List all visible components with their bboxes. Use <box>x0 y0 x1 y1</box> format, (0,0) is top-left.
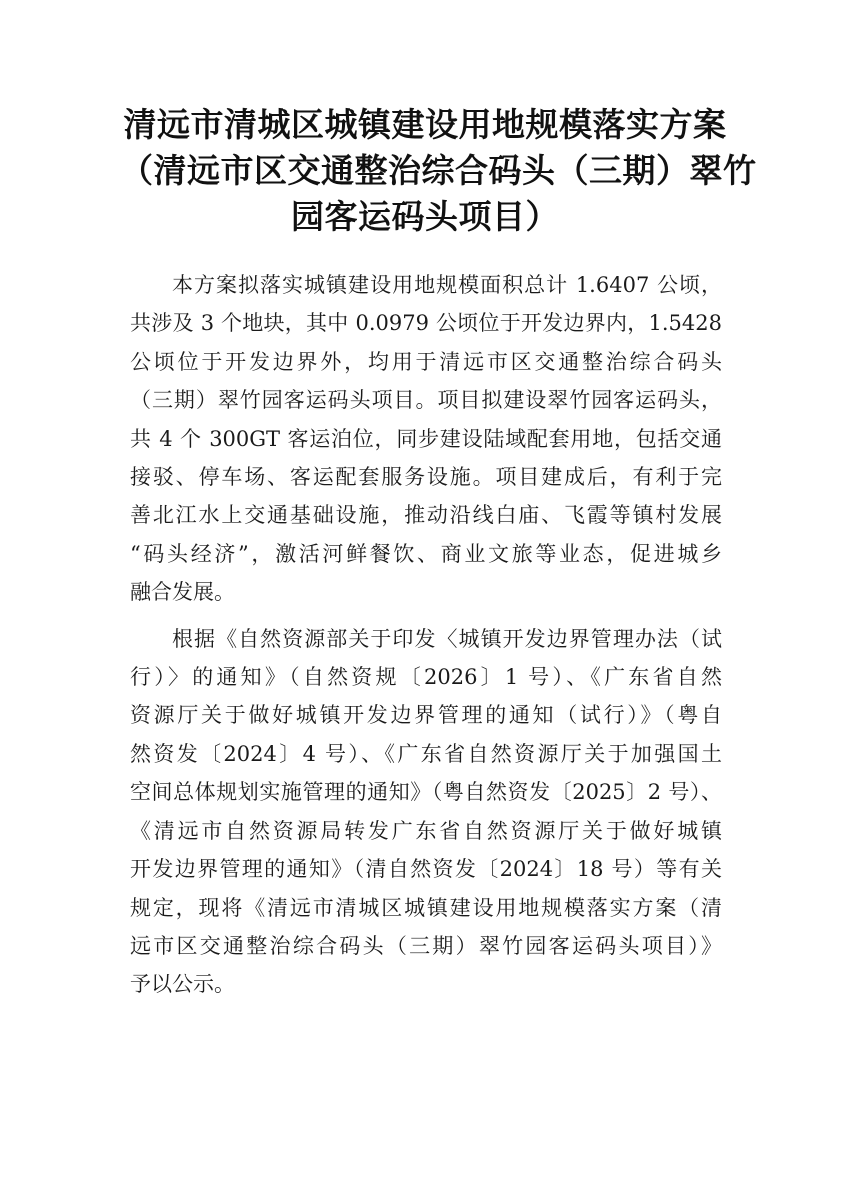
text-line: 然资发〔2024〕4 号）、《广东省自然资源厅关于加强国土 <box>130 741 722 766</box>
text-line: 《清远市自然资源局转发广东省自然资源厅关于做好城镇 <box>130 818 722 843</box>
text-line: 善北江水上交通基础设施，推动沿线白庙、飞霞等镇村发展 <box>130 503 722 528</box>
paragraph-legal-basis <box>130 620 722 1004</box>
text-line: 接驳、停车场、客运配套服务设施。项目建成后，有利于完 <box>130 465 722 490</box>
text-line: 融合发展。 <box>130 580 235 605</box>
title-line: 园客运码头项目） <box>291 197 559 236</box>
text-line: 予以公示。 <box>130 972 235 997</box>
text-line: 共 4 个 300GT 客运泊位，同步建设陆域配套用地，包括交通 <box>130 426 722 451</box>
document-title <box>120 102 757 240</box>
text-line: （三期）翠竹园客运码头项目。项目拟建设翠竹园客运码头， <box>130 388 722 413</box>
text-line: 资源厅关于做好城镇开发边界管理的通知（试行）》（粤自 <box>130 703 722 728</box>
text-line: 公顷位于开发边界外，均用于清远市区交通整治综合码头 <box>130 349 722 374</box>
text-line: “码头经济”，激活河鲜餐饮、商业文旅等业态，促进城乡 <box>130 541 722 566</box>
text-line: 远市区交通整治综合码头（三期）翠竹园客运码头项目）》 <box>130 933 722 958</box>
text-line: 开发边界管理的通知》（清自然资发〔2024〕18 号）等有关 <box>130 857 722 882</box>
title-line: （清远市区交通整治综合码头（三期）翠竹 <box>120 151 757 190</box>
text-line: 根据《自然资源部关于印发〈城镇开发边界管理办法（试 <box>172 626 722 651</box>
text-line: 规定，现将《清远市清城区城镇建设用地规模落实方案（清 <box>130 895 722 920</box>
text-line: 空间总体规划实施管理的通知》（粤自然资发〔2025〕2 号）、 <box>130 780 722 805</box>
title-line: 清远市清城区城镇建设用地规模落实方案 <box>123 105 727 144</box>
text-line: 本方案拟落实城镇建设用地规模面积总计 1.6407 公顷， <box>172 273 722 297</box>
paragraph-plan-summary <box>130 266 722 612</box>
text-line: 共涉及 3 个地块，其中 0.0979 公顷位于开发边界内，1.5428 <box>130 311 722 336</box>
text-line: 行）〉的通知》（自然资规〔2026〕1 号）、《广东省自然 <box>130 665 722 690</box>
document-body <box>130 266 722 1004</box>
